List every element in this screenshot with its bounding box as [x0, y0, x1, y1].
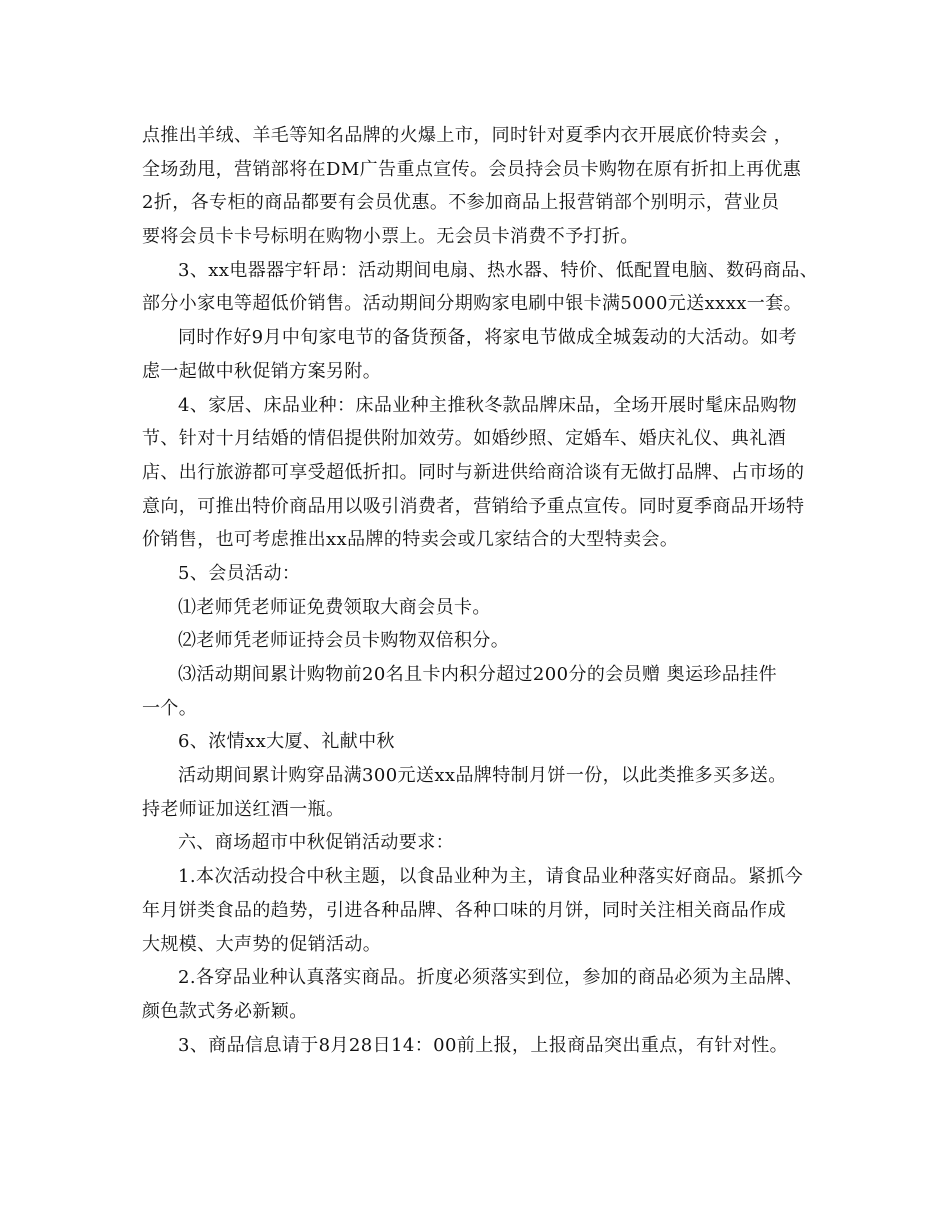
text-line: 节、针对十月结婚的情侣提供附加效劳。如婚纱照、定婚车、婚庆礼仪、典礼酒: [142, 428, 786, 450]
text-line: 店、出行旅游都可享受超低折扣。同时与新进供给商洽谈有无做打品牌、占市场的: [142, 461, 805, 483]
text-line: 6、浓情xx大厦、礼献中秋: [178, 731, 395, 753]
text-line: ⑴老师凭老师证免费领取大商会员卡。: [178, 596, 491, 618]
text-line: 六、商场超市中秋促销活动要求：: [178, 832, 454, 854]
text-line: 3、商品信息请于8月28日14：00前上报，上报商品突出重点，有针对性。: [178, 1034, 789, 1056]
text-line: 全场劲甩，营销部将在DM广告重点宣传。会员持会员卡购物在原有折扣上再优惠: [142, 158, 802, 180]
text-line: 大规模、大声势的促销活动。: [142, 933, 382, 955]
text-line: 2折，各专柜的商品都要有会员优惠。不参加商品上报营销部个别明示，营业员: [142, 192, 780, 214]
document-body: [142, 119, 822, 1062]
text-line: 3、xx电器器宇轩昂：活动期间电扇、热水器、特价、低配置电脑、数码商品、: [178, 259, 819, 281]
text-line: 活动期间累计购穿品满300元送xx品牌特制月饼一份，以此类推多买多送。: [178, 765, 787, 787]
text-line: ⑶活动期间累计购物前20名且卡内积分超过200分的会员赠 奥运珍品挂件: [178, 664, 777, 685]
text-line: 点推出羊绒、羊毛等知名品牌的火爆上市，同时针对夏季内衣开展底价特卖会 ，: [142, 125, 793, 146]
text-line: 同时作好9月中旬家电节的备货预备，将家电节做成全城轰动的大活动。如考: [178, 327, 798, 349]
text-line: 要将会员卡卡号标明在购物小票上。无会员卡消费不予打折。: [142, 226, 639, 248]
text-line: 持老师证加送红酒一瓶。: [142, 798, 345, 820]
text-line: 2.各穿品业种认真落实商品。折度必须落实到位，参加的商品必须为主品牌、: [178, 967, 804, 989]
text-line: 意向，可推出特价商品用以吸引消费者，营销给予重点宣传。同时夏季商品开场特: [142, 495, 805, 517]
text-line: 年月饼类食品的趋势，引进各种品牌、各种口味的月饼，同时关注相关商品作成: [142, 899, 786, 921]
text-line: ⑵老师凭老师证持会员卡购物双倍积分。: [178, 630, 510, 652]
text-line: 一个。: [142, 697, 198, 719]
text-line: 价销售，也可考虑推出xx品牌的特卖会或几家结合的大型特卖会。: [142, 529, 679, 551]
text-line: 5、会员活动：: [178, 562, 301, 584]
text-line: 虑一起做中秋促销方案另附。: [142, 360, 382, 382]
text-line: 颜色款式务必新颖。: [142, 1000, 308, 1022]
text-line: 1.本次活动投合中秋主题，以食品业种为主，请食品业种落实好商品。紧抓今: [178, 866, 804, 888]
text-line: 4、家居、床品业种：床品业种主推秋冬款品牌床品，全场开展时髦床品购物: [178, 394, 798, 416]
text-line: 部分小家电等超低价销售。活动期间分期购家电刷中银卡满5000元送xxxx一套。: [142, 293, 803, 315]
